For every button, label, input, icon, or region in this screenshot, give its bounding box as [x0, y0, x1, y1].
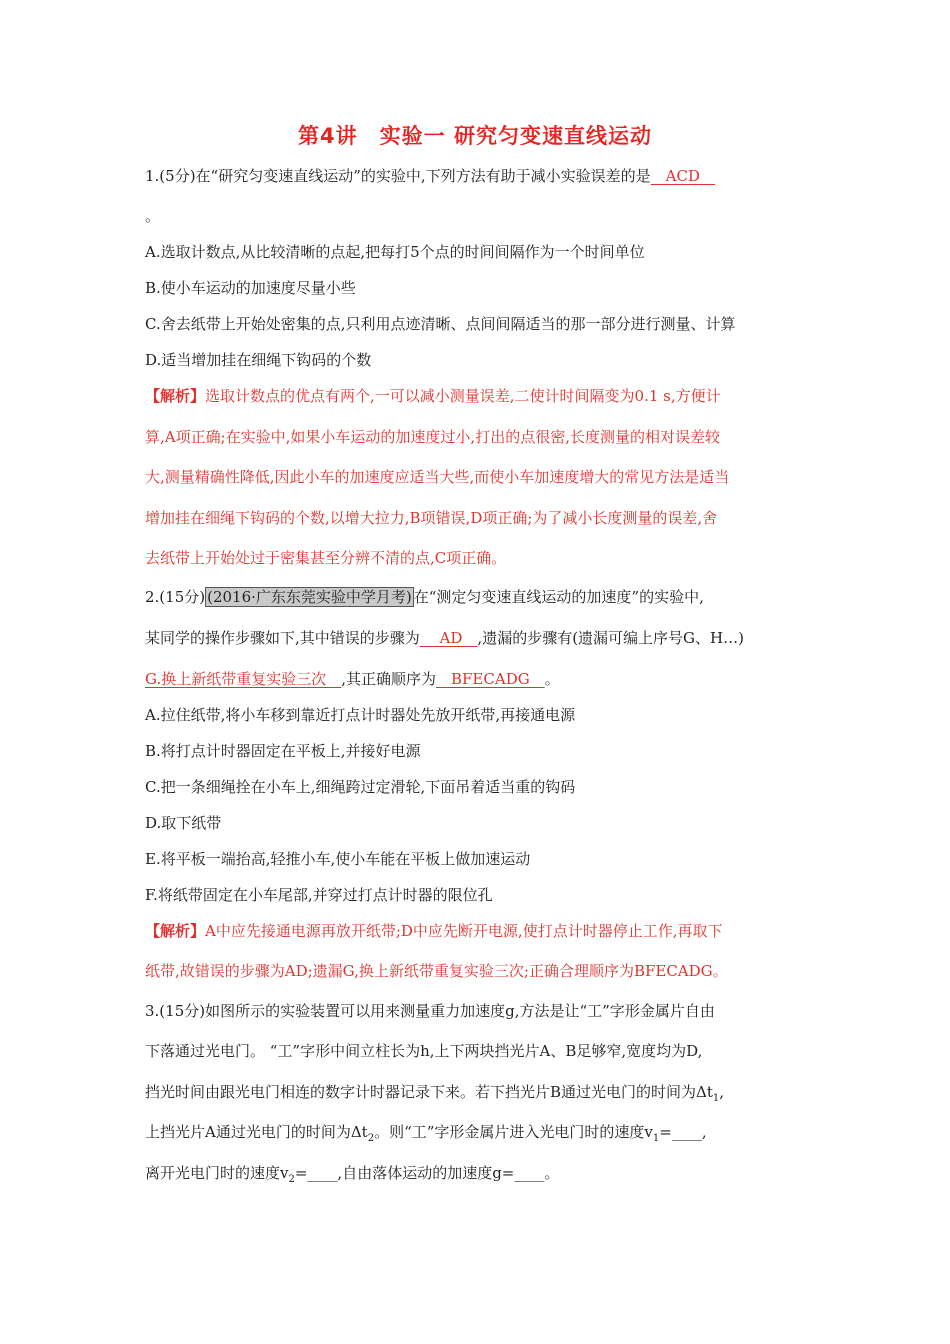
q1-analysis-line: 去纸带上开始处过于密集甚至分辨不清的点,C项正确。 — [145, 549, 507, 567]
q2-option-a: A.拉住纸带,将小车移到靠近打点计时器处先放开纸带,再接通电源 — [145, 706, 576, 724]
q2-stem-line2: 某同学的操作步骤如下,其中错误的步骤为 AD ,遗漏的步骤有(遗漏可编上序号G、H…) — [145, 629, 744, 647]
q2-option-b: B.将打点计时器固定在平板上,并接好电源 — [145, 742, 421, 760]
q3-stem-line1: 3.(15分)如图所示的实验装置可以用来测量重力加速度g,方法是让“工”字形金属片自由 — [145, 1002, 715, 1020]
q2-option-c: C.把一条细绳拴在小车上,细绳跨过定滑轮,下面吊着适当重的钩码 — [145, 778, 576, 796]
q2-answer-wrong: AD — [419, 629, 478, 647]
q1-option-d: D.适当增加挂在细绳下钩码的个数 — [145, 351, 372, 369]
q2-analysis-line: 【解析】A中应先接通电源再放开纸带;D中应先断开电源,使打点计时器停止工作,再取下 — [145, 922, 723, 940]
q1-stem: 1.(5分)在“研究匀变速直线运动”的实验中,下列方法有助于减小实验误差的是 ACD — [145, 167, 716, 185]
q2-stem: 2.(15分) (2016·广东东莞实验中学月考) 在“测定匀变速直线运动的加速度”的实验中, — [145, 588, 704, 606]
q2-analysis-line: 纸带,故错误的步骤为AD;遗漏G,换上新纸带重复实验三次;正确合理顺序为BFECADG。 — [145, 962, 728, 980]
q3-stem-line2: 下落通过光电门。 “工”字形中间立柱长为h,上下两块挡光片A、B足够窄,宽度均为D, — [145, 1042, 703, 1060]
q2-option-e: E.将平板一端抬高,轻推小车,使小车能在平板上做加速运动 — [145, 850, 531, 868]
source-label: (2016·广东东莞实验中学月考) — [207, 588, 412, 606]
q2-option-d: D.取下纸带 — [145, 814, 222, 832]
analysis-tag: 【解析】 — [145, 387, 206, 405]
q1-analysis-line: 增加挂在细绳下钩码的个数,以增大拉力,B项错误,D项正确;为了减小长度测量的误差,舍 — [145, 509, 718, 527]
q3-stem-line5: 离开光电门时的速度$v_2=\_\_\_\_$,自由落体运动的加速度g=____。 — [145, 1164, 560, 1185]
q1-analysis-line: 【解析】选取计数点的优点有两个,一可以减小测量误差,二使计时间隔变为0.1 s,方便计 — [145, 387, 721, 405]
q2-option-f: F.将纸带固定在小车尾部,并穿过打点计时器的限位孔 — [145, 886, 493, 904]
q3-stem-line4: 上挡光片A通过光电门的时间为$\Delta t_2$。则“工”字形金属片进入光电门时的速度$v_1=\_\_\_\_$, — [145, 1123, 707, 1144]
q1-option-b: B.使小车运动的加速度尽量小些 — [145, 279, 356, 297]
q3-stem-line3: 挡光时间由跟光电门相连的数字计时器记录下来。若下挡光片B通过光电门的时间为$\Delta t_1$, — [145, 1083, 725, 1104]
page-title: 第4讲 实验一 研究匀变速直线运动 — [298, 124, 652, 148]
q2-answer-missing: G.换上新纸带重复实验三次 — [145, 670, 342, 688]
q2-answer-order: BFECADG — [436, 670, 545, 688]
analysis-tag: 【解析】 — [145, 922, 206, 940]
q1-option-c: C.舍去纸带上开始处密集的点,只利用点迹清晰、点间间隔适当的那一部分进行测量、计算 — [145, 315, 736, 333]
q2-stem-line3: G.换上新纸带重复实验三次 ,其正确顺序为 BFECADG 。 — [145, 670, 560, 688]
q1-stem-end: 。 — [145, 207, 161, 225]
q1-analysis-line: 算,A项正确;在实验中,如果小车运动的加速度过小,打出的点很密,长度测量的相对误差较 — [145, 428, 720, 446]
q1-answer: ACD — [650, 167, 716, 185]
q1-option-a: A.选取计数点,从比较清晰的点起,把每打5个点的时间间隔作为一个时间单位 — [145, 243, 645, 261]
q1-analysis-line: 大,测量精确性降低,因此小车的加速度应适当大些,而使小车加速度增大的常见方法是适当 — [145, 468, 730, 486]
